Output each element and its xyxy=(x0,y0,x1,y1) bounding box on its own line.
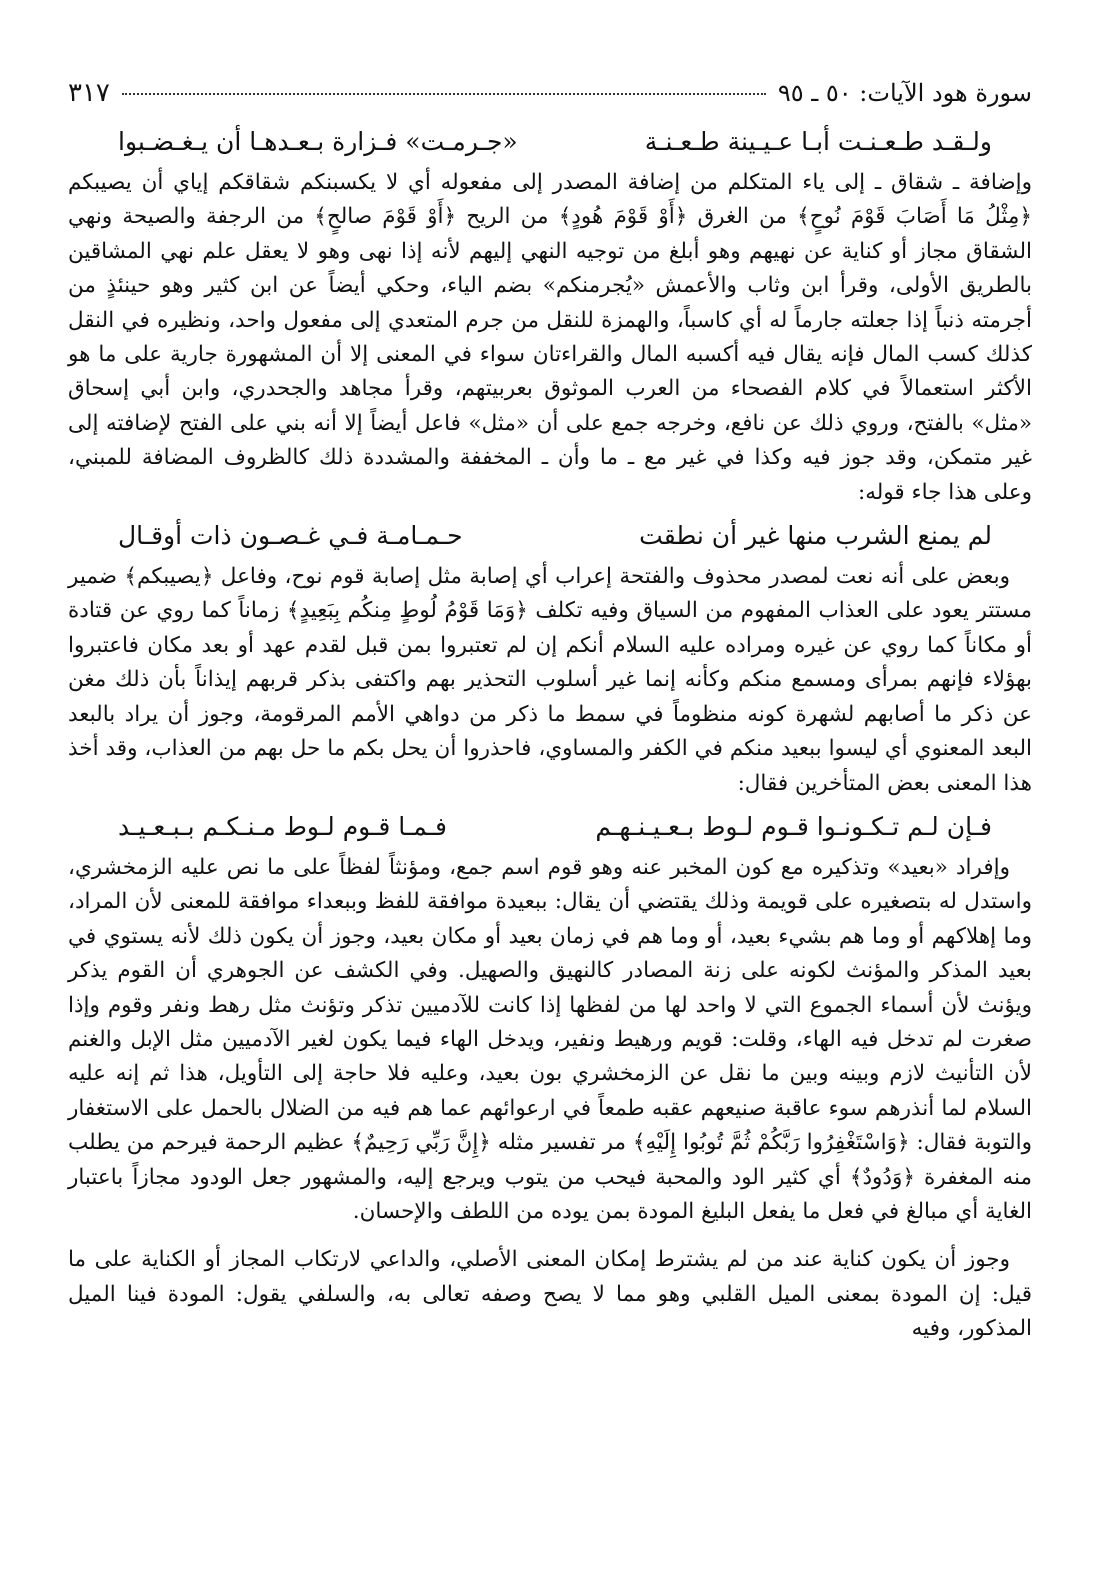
paragraph-2: وبعض على أنه نعت لمصدر محذوف والفتحة إعراب أي إصابة مثل إصابة قوم نوح، وفاعل ﴿يصيبكم﴾ ضمير مستتر يعود على العذاب المفهوم من السياق وفيه تكلف ﴿وَمَا قَوْمُ لُوطٍ مِنكُم بِبَعِيدٍ﴾ زماناً كما روي عن قتادة أو مكاناً كما روي عن غيره ومراده عليه السلام أنكم إن لم تعتبروا بمن قبل لقدم عهد أو بعد مكان فاعتبروا بهؤلاء فإنهم بمرأى ومسمع منكم وكأنه إنما غير أسلوب التحذير بهم واكتفى بذكر قربهم إيذاناً بأن ذلك مغن عن ذكر ما أصابهم لشهرة كونه منظوماً في سمط ما ذكر من دواهي الأمم المرقومة، وجوز أن يراد بالبعد البعد المعنوي أي ليسوا ببعيد منكم في الكفر والمساوي، فاحذروا أن يحل بكم ما حل بهم من العذاب، وقد أخذ هذا المعنى بعض المتأخرين فقال: xyxy=(68,564,1032,796)
verse-1-first-hemistich: ولـقـد طـعـنـت أبـا عـيـينة طـعـنـة xyxy=(644,127,992,156)
verse-3-first-hemistich: فـإن لـم تـكـونـوا قـوم لـوط بـعـيـنـهـم xyxy=(595,811,992,841)
dotted-leader xyxy=(122,93,766,95)
page-number: ٣١٧ xyxy=(68,78,110,108)
paragraph-1: وإضافة ـ شقاق ـ إلى ياء المتكلم من إضافة المصدر إلى مفعوله أي لا يكسبنكم شقاقكم إياي أن يصيبكم ﴿مِثْلُ مَا أَصَابَ قَوْمَ نُوحٍ﴾ من الغرق ﴿أَوْ قَوْمَ هُودٍ﴾ من الريح ﴿أَوْ قَوْمَ صالحٍ﴾ من الرجفة والصيحة ونهي الشقاق مجاز أو كناية عن نهيهم وهو أبلغ من توجيه النهي إليهم لأنه إذا نهى وهو لا يعقل علم نهي المشاقين بالطريق الأولى، وقرأ ابن وثاب والأعمش «يُجرمنكم» بضم الياء، وحكي أيضاً عن ابن كثير وهو حينئذٍ من أجرمته ذنباً إذا جعلته جارماً له أي كاسباً، والهمزة للنقل من جرم المتعدي إلى مفعول واحد، ونظيره في النقل كذلك كسب المال فإنه يقال فيه أكسبه المال والقراءتان سواء في المعنى إلا أن المشهورة جارية على ما هو الأكثر استعمالاً في كلام الفصحاء من العرب الموثوق بعربيتهم، وقرأ مجاهد والجحدري، وابن أبي إسحاق «مثل» بالفتح، وروي ذلك عن نافع، وخرجه جمع على أن «مثل» فاعل أيضاً إلا أنه بني على الفتح لإضافته إلى غير متمكن، وقد جوز فيه وكذا في غير مع ـ ما وأن ـ المخففة والمشددة ذلك كالظروف المضافة للمبني، وعلى هذا جاء قوله: xyxy=(68,170,1032,505)
running-title: سورة هود الآيات: ٥٠ ـ ٩٥ xyxy=(777,79,1032,107)
poetry-verse-3 xyxy=(68,807,1032,851)
poetry-verse-2 xyxy=(68,516,1032,560)
verse-2-second-hemistich: حـمـامـة فـي غـصـون ذات أوقـال xyxy=(118,521,463,551)
verse-2-first-hemistich: لم يمنع الشرب منها غير أن نطقت xyxy=(639,521,992,551)
poetry-verse-1 xyxy=(68,122,1032,166)
verse-1-second-hemistich: «جـرمـت» فـزارة بـعـدهـا أن يـغـضـبوا xyxy=(118,127,518,156)
paragraph-4: وجوز أن يكون كناية عند من لم يشترط إمكان المعنى الأصلي، والداعي لارتكاب المجاز أو الكناية على ما قيل: إن المودة بمعنى الميل القلبي وهو مما لا يصح وصفه تعالى به، والسلفي يقول: المودة فينا الميل المذكور، وفيه xyxy=(68,1247,1032,1342)
verse-3-second-hemistich: فـمـا قـوم لـوط مـنـكـم بـبـعـيـد xyxy=(118,811,447,841)
page-header xyxy=(68,78,1032,122)
paragraph-3: وإفراد «بعيد» وتذكيره مع كون المخبر عنه وهو قوم اسم جمع، ومؤنثاً لفظاً على ما نص عليه الزمخشري، واستدل له بتصغيره على قويمة وذلك يقتضي أن يقال: ببعيدة موافقة للفظ وببعداء موافقة للمعنى لأن المراد، وما إهلاكهم أو وما هم بشيء بعيد، أو وما هم في زمان بعيد أو مكان بعيد، وجوز أن يكون ذلك لأنه يستوي في بعيد المذكر والمؤنث لكونه على زنة المصادر كالنهيق والصهيل. وفي الكشف عن الجوهري أن القوم يذكر ويؤنث لأن أسماء الجموع التي لا واحد لها من لفظها إذا كانت للآدميين تذكر وتؤنث مثل رهط ونفر وقوم وإذا صغرت لم تدخل فيه الهاء، وقلت: قويم ورهيط ونفير، ويدخل الهاء فيما يكون لغير الآدميين مثل الإبل والغنم لأن التأنيث لازم وبينه وبين ما نقل عن الزمخشري بون بعيد، وعليه فلا حاجة إلى التأويل، هذا ثم إنه عليه السلام لما أنذرهم سوء عاقبة صنيعهم عقبه طمعاً في ارعوائهم عما هم فيه من الضلال بالحمل على الاستغفار والتوبة فقال: ﴿وَاسْتَغْفِرُوا رَبَّكُمْ ثُمَّ تُوبُوا إِلَيْهِ﴾ مر تفسير مثله ﴿إِنَّ رَبِّي رَحِيمٌ﴾ عظيم الرحمة فيرحم من يطلب منه المغفرة ﴿وَدُودٌ﴾ أي كثير الود والمحبة فيحب من يتوب ويرجع إليه، والمشهور جعل الودود مجازاً باعتبار الغاية أي مبالغ في فعل ما يفعل البليغ المودة بمن يوده من اللطف والإحسان. xyxy=(68,854,1032,1224)
